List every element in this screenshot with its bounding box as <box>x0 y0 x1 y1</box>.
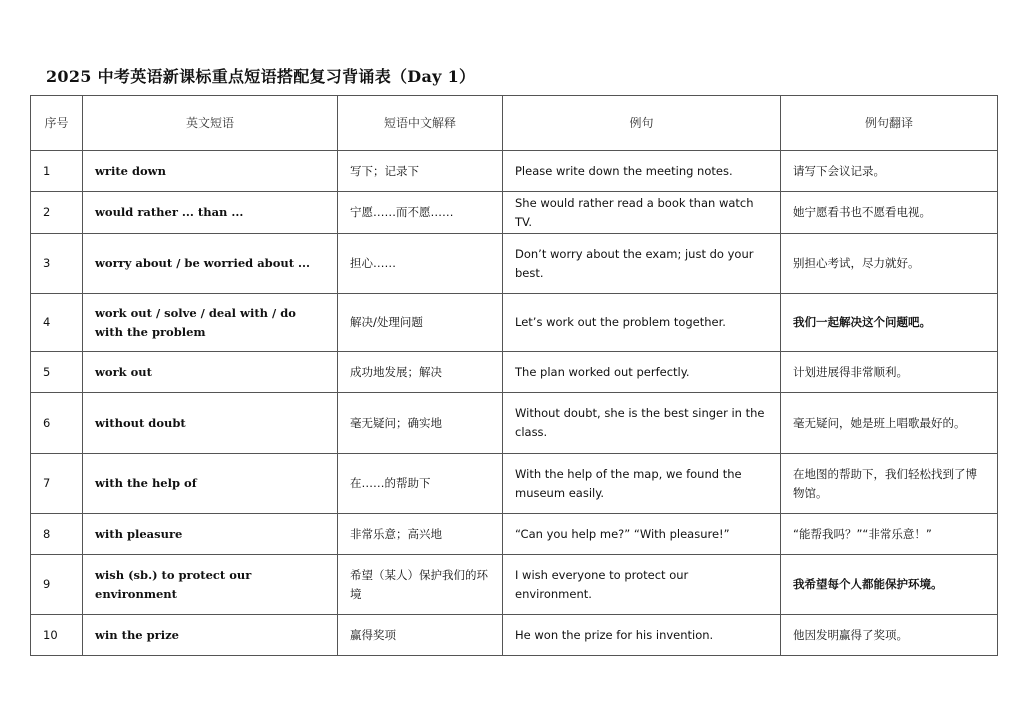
example-translation: 我希望每个人都能保护环境。 <box>781 555 998 615</box>
english-phrase: win the prize <box>83 615 338 656</box>
example-sentence: “Can you help me?” “With pleasure!” <box>503 514 781 555</box>
table-row <box>31 352 998 393</box>
example-translation: 毫无疑问，她是班上唱歌最好的。 <box>781 393 998 454</box>
phrase-table <box>30 95 998 656</box>
row-number: 2 <box>31 192 83 234</box>
row-number: 6 <box>31 393 83 454</box>
table-row <box>31 151 998 192</box>
example-sentence: The plan worked out perfectly. <box>503 352 781 393</box>
table-row <box>31 393 998 454</box>
header-meaning: 短语中文解释 <box>338 96 503 151</box>
table-row <box>31 555 998 615</box>
example-sentence: Don’t worry about the exam; just do your best. <box>503 234 781 294</box>
row-number: 8 <box>31 514 83 555</box>
example-translation: 别担心考试，尽力就好。 <box>781 234 998 294</box>
chinese-meaning: 担心…… <box>338 234 503 294</box>
example-translation: “能帮我吗？”“非常乐意！” <box>781 514 998 555</box>
english-phrase: work out <box>83 352 338 393</box>
table-row <box>31 234 998 294</box>
chinese-meaning: 希望（某人）保护我们的环境 <box>338 555 503 615</box>
english-phrase: worry about / be worried about ... <box>83 234 338 294</box>
header-example: 例句 <box>503 96 781 151</box>
row-number: 1 <box>31 151 83 192</box>
chinese-meaning: 宁愿……而不愿…… <box>338 192 503 234</box>
row-number: 9 <box>31 555 83 615</box>
chinese-meaning: 非常乐意；高兴地 <box>338 514 503 555</box>
document-title: 2025 中考英语新课标重点短语搭配复习背诵表（Day 1） <box>46 67 476 86</box>
example-translation: 计划进展得非常顺利。 <box>781 352 998 393</box>
row-number: 7 <box>31 454 83 514</box>
table-row <box>31 514 998 555</box>
chinese-meaning: 写下；记录下 <box>338 151 503 192</box>
example-translation: 请写下会议记录。 <box>781 151 998 192</box>
table-row <box>31 454 998 514</box>
chinese-meaning: 毫无疑问；确实地 <box>338 393 503 454</box>
example-translation: 她宁愿看书也不愿看电视。 <box>781 192 998 234</box>
example-sentence: Please write down the meeting notes. <box>503 151 781 192</box>
row-number: 10 <box>31 615 83 656</box>
example-sentence: Without doubt, she is the best singer in the class. <box>503 393 781 454</box>
header-phrase: 英文短语 <box>83 96 338 151</box>
table-row <box>31 294 998 352</box>
example-translation: 在地图的帮助下，我们轻松找到了博物馆。 <box>781 454 998 514</box>
english-phrase: write down <box>83 151 338 192</box>
example-sentence: She would rather read a book than watch TV. <box>503 192 781 234</box>
english-phrase: work out / solve / deal with / do with the problem <box>83 294 338 352</box>
table-row <box>31 192 998 234</box>
chinese-meaning: 在……的帮助下 <box>338 454 503 514</box>
example-sentence: Let’s work out the problem together. <box>503 294 781 352</box>
english-phrase: would rather ... than ... <box>83 192 338 234</box>
header-translation: 例句翻译 <box>781 96 998 151</box>
chinese-meaning: 赢得奖项 <box>338 615 503 656</box>
example-translation: 他因发明赢得了奖项。 <box>781 615 998 656</box>
chinese-meaning: 成功地发展；解决 <box>338 352 503 393</box>
row-number: 5 <box>31 352 83 393</box>
english-phrase: with pleasure <box>83 514 338 555</box>
example-sentence: He won the prize for his invention. <box>503 615 781 656</box>
example-sentence: I wish everyone to protect our environment. <box>503 555 781 615</box>
chinese-meaning: 解决/处理问题 <box>338 294 503 352</box>
row-number: 3 <box>31 234 83 294</box>
header-no: 序号 <box>31 96 83 151</box>
example-sentence: With the help of the map, we found the museum easily. <box>503 454 781 514</box>
example-translation: 我们一起解决这个问题吧。 <box>781 294 998 352</box>
english-phrase: with the help of <box>83 454 338 514</box>
table-header-row <box>31 96 998 151</box>
row-number: 4 <box>31 294 83 352</box>
english-phrase: wish (sb.) to protect our environment <box>83 555 338 615</box>
english-phrase: without doubt <box>83 393 338 454</box>
table-row <box>31 615 998 656</box>
